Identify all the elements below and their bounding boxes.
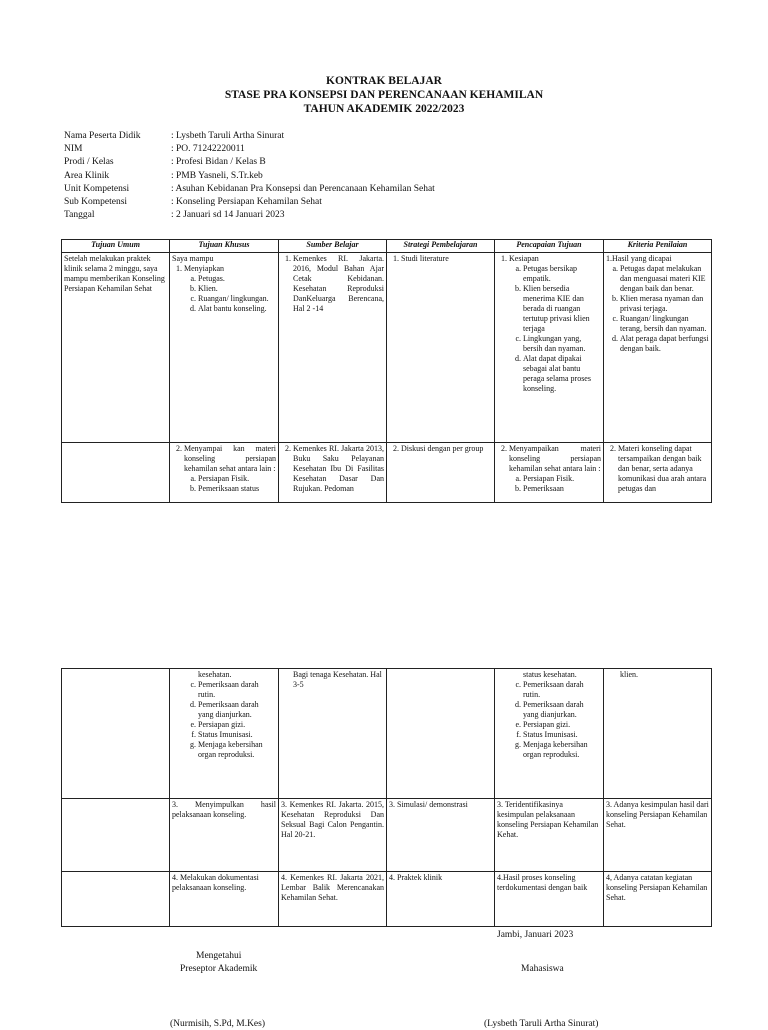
list-item: a. Petugas dapat melakukan dan menguasai materi KIE dengan baik dan benar.: [620, 264, 709, 294]
list-item: d. Alat dapat dipakai sebagai alat bantu peraga selama proses konseling.: [523, 354, 601, 394]
identity-value: : 2 Januari sd 14 Januari 2023: [171, 210, 285, 221]
list-item: a. Persiapan Fisik.: [198, 474, 276, 484]
identity-row: [64, 170, 435, 183]
identity-value: : PMB Yasneli, S.Tr.keb: [171, 170, 263, 181]
identity-label: Unit Kompetensi: [64, 183, 130, 194]
cell-tujuan-umum: Setelah melakukan praktek klinik selama 2 minggu, saya mampu memberikan Konseling Persiapan Kehamilan Sehat: [62, 253, 170, 443]
identity-row: [64, 209, 435, 222]
academic-year: TAHUN AKADEMIK 2022/2023: [303, 103, 465, 115]
cell-tujuan-umum: [62, 799, 170, 872]
cell-tujuan-khusus: [170, 253, 279, 443]
header-sumber-belajar: Sumber Belajar: [279, 240, 387, 253]
list-item: d. Pemeriksaan darah yang dianjurkan.: [523, 700, 601, 720]
identity-label: NIM: [64, 144, 83, 155]
header-pencapaian: Pencapaian Tujuan: [495, 240, 604, 253]
cell-sumber-belajar: 4. Kemenkes RI. Jakarta 2021, Lembar Balik Merencanakan Kehamilan Sehat.: [279, 872, 387, 927]
list-item: 1. Studi literature: [401, 254, 492, 264]
identity-block: [64, 130, 435, 222]
student-role: Mahasiswa: [521, 964, 564, 974]
cell-tujuan-umum: [62, 872, 170, 927]
strategy-list: [389, 444, 492, 454]
list-item: d. Pemeriksaan darah yang dianjurkan.: [198, 700, 276, 720]
cell-tujuan-khusus: 3. Menyimpulkan hasil pelaksanaan konseling.: [170, 799, 279, 872]
cell-kriteria: [604, 253, 712, 443]
identity-row: [64, 183, 435, 196]
achievement-list: [497, 444, 601, 494]
identity-label: Area Klinik: [64, 170, 110, 181]
list-item: b. Klien.: [198, 284, 276, 294]
list-item: c. Pemeriksaan darah rutin.: [198, 680, 276, 700]
sub-list: [509, 474, 601, 494]
cell-sumber-belajar: [279, 253, 387, 443]
list-item: a. Persiapan Fisik.: [523, 474, 601, 484]
list-item: a. Petugas.: [198, 274, 276, 284]
cell-strategi: 4. Praktek klinik: [387, 872, 495, 927]
list-item: f. Status Imunisasi.: [523, 730, 601, 740]
list-item: [184, 264, 276, 314]
sub-list: [497, 680, 601, 760]
cell-pencapaian: [495, 253, 604, 443]
table-row: [62, 253, 712, 443]
sub-list: [184, 474, 276, 494]
student-name: (Lysbeth Taruli Artha Sinurat): [484, 1019, 599, 1029]
list-item: b. Pemeriksaan status: [198, 484, 276, 494]
table-row: [62, 872, 712, 927]
cell-tujuan-khusus: 4. Melakukan dokumentasi pelaksanaan konseling.: [170, 872, 279, 927]
list-item-text: Menyampai kan materi konseling persiapan kehamilan sehat antara lain :: [184, 444, 276, 473]
learning-contract-table-continued: [61, 668, 712, 927]
doc-subtitle: STASE PRA KONSEPSI DAN PERENCANAAN KEHAMILAN: [224, 89, 544, 101]
identity-label: Prodi / Kelas: [64, 157, 114, 168]
doc-title: KONTRAK BELAJAR: [326, 75, 442, 87]
list-item: b. Pemeriksaan: [523, 484, 601, 494]
table-row: [62, 799, 712, 872]
list-item: 2. Kemenkes RI. Jakarta 2013, Buku Saku Pelayanan Kesehatan Ibu Di Fasilitas Kesehatan Dasar Dan Rujukan. Pedoman: [293, 444, 384, 494]
list-item: f. Status Imunisasi.: [198, 730, 276, 740]
cell-continued-text: status kesehatan.: [523, 670, 577, 679]
identity-label: Sub Kompetensi: [64, 197, 128, 208]
header-kriteria: Kriteria Penilaian: [604, 240, 712, 253]
cell-sumber-belajar: 3. Kemenkes RI. Jakarta. 2015, Kesehatan Reproduksi Dan Seksual Bagi Calon Pengantin. Hal 20-21.: [279, 799, 387, 872]
identity-row: [64, 156, 435, 169]
identity-value: : Lysbeth Taruli Artha Sinurat: [171, 131, 285, 141]
criteria-list: [606, 444, 709, 494]
cell-continued-text: klien.: [620, 670, 638, 679]
sub-list: [172, 680, 276, 760]
list-item-text: Menyiapkan: [184, 264, 224, 273]
strategy-list: [389, 254, 492, 264]
list-item: g. Menjaga kebersihan organ reproduksi.: [523, 740, 601, 760]
cell-continued-text: kesehatan.: [198, 670, 232, 679]
objective-list: [172, 264, 276, 314]
cell-kriteria: [604, 669, 712, 799]
cell-continued-text: Bagi tenaga Kesehatan. Hal 3-5: [293, 670, 382, 689]
cell-tujuan-umum: [62, 443, 170, 503]
list-item: g. Menjaga kebersihan organ reproduksi.: [198, 740, 276, 760]
list-item: c. Pemeriksaan darah rutin.: [523, 680, 601, 700]
cell-intro: 1.Hasil yang dicapai: [606, 254, 672, 263]
cell-kriteria: 4, Adanya catatan kegiatan konseling Persiapan Kehamilan Sehat.: [604, 872, 712, 927]
objective-list: [172, 444, 276, 494]
cell-pencapaian: 3. Teridentifikasinya kesimpulan pelaksanaan konseling Persiapan Kehamilan Kehat.: [495, 799, 604, 872]
sub-list: [606, 264, 709, 354]
table-row: [62, 669, 712, 799]
list-item: 1. Kemenkes RI. Jakarta. 2016, Modul Bahan Ajar Cetak Kebidanan. Kesehatan Reproduksi DanKeluarga Berencana, Hal 2 -14: [293, 254, 384, 314]
cell-strategi: [387, 253, 495, 443]
cell-tujuan-khusus: [170, 443, 279, 503]
table-row: [62, 443, 712, 503]
identity-value: : Konseling Persiapan Kehamilan Sehat: [171, 197, 322, 208]
header-tujuan-khusus: Tujuan Khusus: [170, 240, 279, 253]
list-item: c. Ruangan/ lingkungan.: [198, 294, 276, 304]
cell-intro: Saya mampu: [172, 254, 214, 263]
list-item: [184, 444, 276, 494]
cell-pencapaian: [495, 669, 604, 799]
preceptor-role: Preseptor Akademik: [180, 964, 258, 974]
cell-tujuan-umum: [62, 669, 170, 799]
list-item: 2. Diskusi dengan per group: [401, 444, 492, 454]
list-item: c. Lingkungan yang, bersih dan nyaman.: [523, 334, 601, 354]
source-list: [281, 444, 384, 494]
list-item: c. Ruangan/ lingkungan terang, bersih dan nyaman.: [620, 314, 709, 334]
identity-row: [64, 130, 435, 143]
approval-label: Mengetahui: [196, 951, 242, 961]
list-item: a. Petugas bersikap empatik.: [523, 264, 601, 284]
cell-sumber-belajar: [279, 443, 387, 503]
list-item: e. Persiapan gizi.: [523, 720, 601, 730]
cell-sumber-belajar: [279, 669, 387, 799]
sub-list: [184, 274, 276, 314]
cell-tujuan-khusus: [170, 669, 279, 799]
list-item-text: Kesiapan: [509, 254, 539, 263]
identity-value: : PO. 71242220011: [171, 144, 245, 155]
cell-strategi: [387, 443, 495, 503]
identity-value: : Profesi Bidan / Kelas B: [171, 157, 266, 168]
identity-row: [64, 143, 435, 156]
cell-kriteria: 3. Adanya kesimpulan hasil dari konseling Persiapan Kehamilan Sehat.: [604, 799, 712, 872]
sub-list: [509, 264, 601, 394]
identity-row: [64, 196, 435, 209]
cell-kriteria: [604, 443, 712, 503]
cell-strategi: 3. Simulasi/ demonstrasi: [387, 799, 495, 872]
header-tujuan-umum: Tujuan Umum: [62, 240, 170, 253]
cell-pencapaian: 4.Hasil proses konseling terdokumentasi dengan baik: [495, 872, 604, 927]
identity-label: Tanggal: [64, 210, 95, 221]
achievement-list: [497, 254, 601, 394]
cell-pencapaian: [495, 443, 604, 503]
list-item: [509, 444, 601, 494]
list-item: [509, 254, 601, 394]
list-item: 2. Materi konseling dapat tersampaikan dengan baik dan benar, serta adanya komunikasi dua arah antara petugas dan: [618, 444, 709, 494]
list-item: d. Alat bantu konseling.: [198, 304, 276, 314]
place-date: Jambi, Januari 2023: [497, 930, 574, 940]
table-header-row: [62, 240, 712, 253]
cell-strategi: [387, 669, 495, 799]
identity-label: Nama Peserta Didik: [64, 131, 141, 141]
identity-value: : Asuhan Kebidanan Pra Konsepsi dan Perencanaan Kehamilan Sehat: [171, 183, 435, 194]
header-strategi: Strategi Pembelajaran: [387, 240, 495, 253]
list-item: d. Alat peraga dapat berfungsi dengan baik.: [620, 334, 709, 354]
source-list: [281, 254, 384, 314]
list-item: b. Klien merasa nyaman dan privasi terjaga.: [620, 294, 709, 314]
learning-contract-table: [61, 239, 712, 503]
list-item-text: Menyampaikan materi konseling persiapan kehamilan sehat antara lain :: [509, 444, 601, 473]
list-item: e. Persiapan gizi.: [198, 720, 276, 730]
preceptor-name: (Nurmisih, S.Pd, M.Kes): [170, 1019, 266, 1029]
list-item: b. Klien bersedia menerima KIE dan berada di ruangan tertutup privasi klien terjaga: [523, 284, 601, 334]
